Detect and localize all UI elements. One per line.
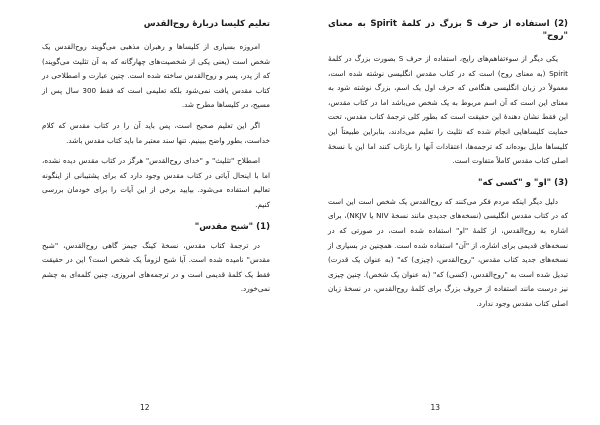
- left-paragraph-1: امروزه بسیاری از کلیساها و رهبران مذهبی می‌گویند روح‌القدس یک شخص است (یعنی یکی از شخصیت‌های چهارگانه که به آن تثلیث می‌گویند) که از پدر، پسر و روح‌القدس ساخته شده است. چنین عبارت و اصطلاحی در کتاب مقدس یافت نمی‌شود بلکه تعلیمی است که فقط 300 سال پس از مسیح، در کلیساها مطرح شد.: [42, 42, 270, 110]
- left-paragraph-4: در ترجمهٔ کتاب مقدس، نسخهٔ کینگ جیمز گاهی روح‌القدس، "شبح مقدس" نامیده شده است. آیا شبح لزوماً یک شخص است؟ این در حقیقت فقط یک کلمهٔ قدیمی است و در ترجمه‌های امروزی، چنین کلمه‌ای به چشم نمی‌خورد.: [42, 240, 270, 294]
- left-paragraph-2: اگر این تعلیم صحیح است، پس باید آن را در کتاب مقدس که کلام خداست، بطور واضح ببینیم. تنها سند معتبر ما باید کتاب مقدس باشد.: [42, 120, 270, 145]
- left-page-number: 12: [140, 403, 150, 412]
- left-paragraph-3: اصطلاح "تثلیث" و "خدای روح‌القدس" هرگز در کتاب مقدس دیده نشده، اما با اینحال آیاتی در کتاب مقدس وجود دارد که برای پشتیبانی از اینگونه تعالیم استفاده می‌شود. بیایید برخی از این آیات را برای خودمان بررسی کنیم.: [42, 156, 270, 209]
- right-page-number: 13: [430, 403, 440, 412]
- left-column: [42, 18, 270, 303]
- right-section-heading-3: (3) "او" و "کسی که": [477, 177, 568, 188]
- right-page: [300, 0, 600, 425]
- left-section-heading-1: (1) "شبح مقدس": [194, 221, 270, 232]
- right-section-heading-2: (2) استفاده از حرف S بزرگ در کلمهٔ Spirit به معنای "روح": [328, 19, 568, 41]
- right-column: [328, 18, 568, 318]
- right-paragraph-2: دلیل دیگر اینکه مردم فکر می‌کنند که روح‌القدس یک شخص است این است که در کتاب مقدس انگلیسی (نسخه‌های جدیدی مانند نسخهٔ NIV یا NKJV)، برای اشاره به روح‌القدس، از کلمهٔ "او" استفاده شده است، در صورتی که در نسخه‌های قدیمی برای اشاره، از "آن" استفاده شده است. همچنین در بسیاری از نسخه‌های جدید کتاب مقدس، "روح‌القدس، (چیزی) که" (به عنوان یک قدرت) تبدیل شده است به "روح‌القدس، (کسی) که" (به عنوان یک شخص). چنین چیزی نیز درست مانند استفاده از حروف بزرگ برای کلمهٔ روح‌القدس، در نسخهٔ زبان اصلی کتاب مقدس وجود ندارد.: [328, 196, 569, 308]
- left-page-heading: تعلیم کلیسا دربارهٔ روح‌القدس: [143, 19, 270, 29]
- right-paragraph-1: یکی دیگر از سوءتفاهم‌های رایج، استفاده از حرف S بصورت بزرگ در کلمهٔ Spirit (به معنای روح) است که در کتاب مقدس انگلیسی نوشته شده است، معمولاً در زبان انگلیسی هنگامی که حرف اول یک اسم، بزرگ نوشته شود به معنای این است که آن اسم مربوط به یک شخص می‌باشد اما در کتاب مقدس، این فقط نشان دهندهٔ این حقیقت است که بطور کلی ترجمهٔ کتاب مقدس، تحت حمایت کلیساهایی انجام شده که تثلیث را تعلیم می‌دادند، بنابراین طبیعتاً این کلیساها مایل بوده‌اند که ترجمه‌ها، اعتقادات آنها را بازتاب کنند اما این با نسخهٔ اصلی کتاب مقدس کاملاً متفاوت است.: [328, 54, 568, 166]
